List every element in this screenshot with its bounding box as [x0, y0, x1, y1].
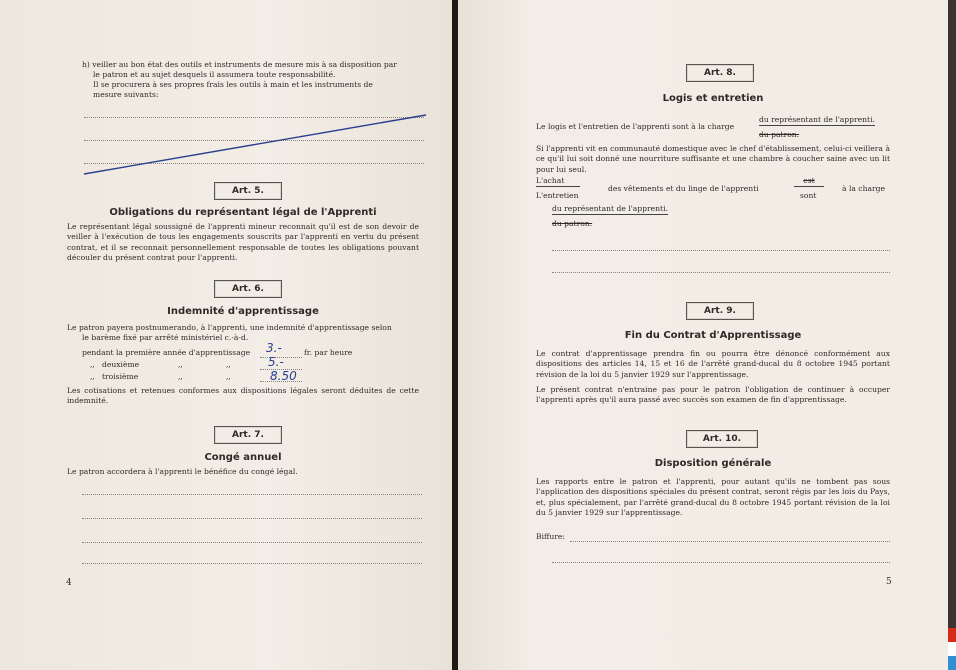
art6-ditto-2b: ,,	[226, 360, 231, 369]
art9-label: Art. 9.	[686, 302, 754, 320]
art8-charge: à la charge	[842, 184, 885, 193]
art6-row3-label: troisième	[102, 372, 139, 381]
art7-label: Art. 7.	[214, 426, 282, 444]
art6-row2-ditto: ,,	[90, 360, 95, 369]
clause-h-line4: mesure suivants:	[93, 90, 159, 99]
flag-white-stripe	[948, 642, 956, 656]
art8-mid: des vêtements et du linge de l'apprenti	[608, 184, 759, 193]
clause-h-line2: le patron et au sujet desquels il assumera toute responsabilité.	[93, 70, 336, 79]
art6-closing: Les cotisations et retenues conformes aux dispositions légales seront déduites de cette indemnité.	[67, 386, 419, 406]
right-page	[458, 0, 948, 670]
art8-option-representant: du représentant de l'apprenti.	[759, 115, 875, 126]
art8-fill-line	[552, 250, 890, 251]
art8-option-patron-struck-2: du patron.	[552, 219, 593, 228]
right-edge-shadow	[948, 0, 956, 670]
art8-option-representant-2: du représentant de l'apprenti.	[552, 204, 668, 215]
biffure-label: Biffure:	[536, 532, 565, 541]
biffure-fill-line	[570, 541, 890, 542]
page-number-right: 5	[886, 577, 892, 587]
rate-year2-handwritten: 5.-	[268, 355, 284, 369]
art7-fill-line	[82, 542, 422, 543]
art6-row3-ditto: ,,	[90, 372, 95, 381]
art6-ditto-2a: ,,	[178, 360, 183, 369]
art9-para1: Le contrat d'apprentissage prendra fin ou pourra être dénoncé conformément aux dispositions des articles 14, 15 et 16 de l'arrêté grand-ducal du 8 octobre 1945 portant révision de la loi du 5 janvier 1929 sur l'apprentissage.	[536, 349, 890, 379]
art6-row2-label: deuxième	[102, 360, 140, 369]
art6-row1-label: pendant la première année d'apprentissage	[82, 348, 251, 357]
pen-strikethrough-line	[80, 110, 430, 180]
art6-intro2: le barème fixé par arrêté ministériel c.-à-d.	[82, 333, 249, 342]
art10-para1: Les rapports entre le patron et l'apprenti, pour autant qu'ils ne tombent pas sous l'application des dispositions spéciales du présent contrat, seront régis par les lois du Pays, et, plus spécialement, par l'arrêté grand-ducal du 8 octobre 1945 portant révision de la loi du 5 janvier 1929 sur l'apprentissage.	[536, 477, 890, 518]
art6-title: Indemnité d'apprentissage	[167, 306, 319, 317]
art6-ditto-3b: ,,	[226, 372, 231, 381]
rate-year3-handwritten: 8.50	[270, 369, 297, 383]
art8-line1: Le logis et l'entretien de l'apprenti sont à la charge	[536, 122, 735, 131]
art5-title: Obligations du représentant légal de l'Apprenti	[109, 207, 377, 218]
flag-red-stripe	[948, 628, 956, 642]
art8-entretien: L'entretien	[536, 191, 579, 200]
art7-fill-line	[82, 518, 422, 519]
art8-est-struck: est	[794, 176, 824, 187]
art7-text: Le patron accordera à l'apprenti le bénéfice du congé légal.	[67, 467, 298, 476]
art6-intro1: Le patron payera postnumerando, à l'apprenti, une indemnité d'apprentissage selon	[67, 323, 392, 332]
art8-option-patron-struck: du patron.	[759, 130, 800, 139]
art5-label: Art. 5.	[214, 182, 282, 200]
art8-fill-line	[552, 272, 890, 273]
art7-fill-line	[82, 563, 422, 564]
art8-achat: L'achat	[536, 176, 580, 187]
art8-label: Art. 8.	[686, 64, 754, 82]
art8-sont: sont	[800, 191, 817, 200]
art10-title: Disposition générale	[654, 458, 772, 469]
art7-fill-line	[82, 494, 422, 495]
art6-unit: fr. par heure	[304, 348, 353, 357]
art10-label: Art. 10.	[686, 430, 758, 448]
page-number-left: 4	[66, 578, 72, 588]
art8-para2: Si l'apprenti vit en communauté domestique avec le chef d'établissement, celui-ci veillera à ce qu'il lui soit donné une nourriture suffisante et une chambre à coucher saine avec un lit pour lui seul.	[536, 144, 890, 174]
art5-text: Le représentant légal soussigné de l'apprenti mineur reconnait qu'il est de son devoir de veiller à l'exécution de tous les engagements souscrits par l'apprenti en vertu du présent contrat, et il se reconnait personnellement responsable de toutes les obligations pouvant découler du présent contrat pour l'apprenti.	[67, 222, 419, 263]
clause-h-line1: h) veiller au bon état des outils et instruments de mesure mis à sa disposition par	[82, 60, 397, 69]
art9-title: Fin du Contrat d'Apprentissage	[624, 330, 802, 341]
art8-title: Logis et entretien	[662, 93, 764, 104]
art6-label: Art. 6.	[214, 280, 282, 298]
art6-ditto-3a: ,,	[178, 372, 183, 381]
left-page	[0, 0, 452, 670]
clause-h-line3: Il se procurera à ses propres frais les outils à main et les instruments de	[93, 80, 373, 89]
biffure-fill-line	[552, 562, 890, 563]
flag-blue-stripe	[948, 656, 956, 670]
art7-title: Congé annuel	[204, 452, 282, 463]
rate-year1-handwritten: 3.-	[266, 341, 282, 355]
art9-para2: Le présent contrat n'entraine pas pour le patron l'obligation de continuer à occuper l'apprenti après qu'il aura passé avec succès son examen de fin d'apprentissage.	[536, 385, 890, 405]
